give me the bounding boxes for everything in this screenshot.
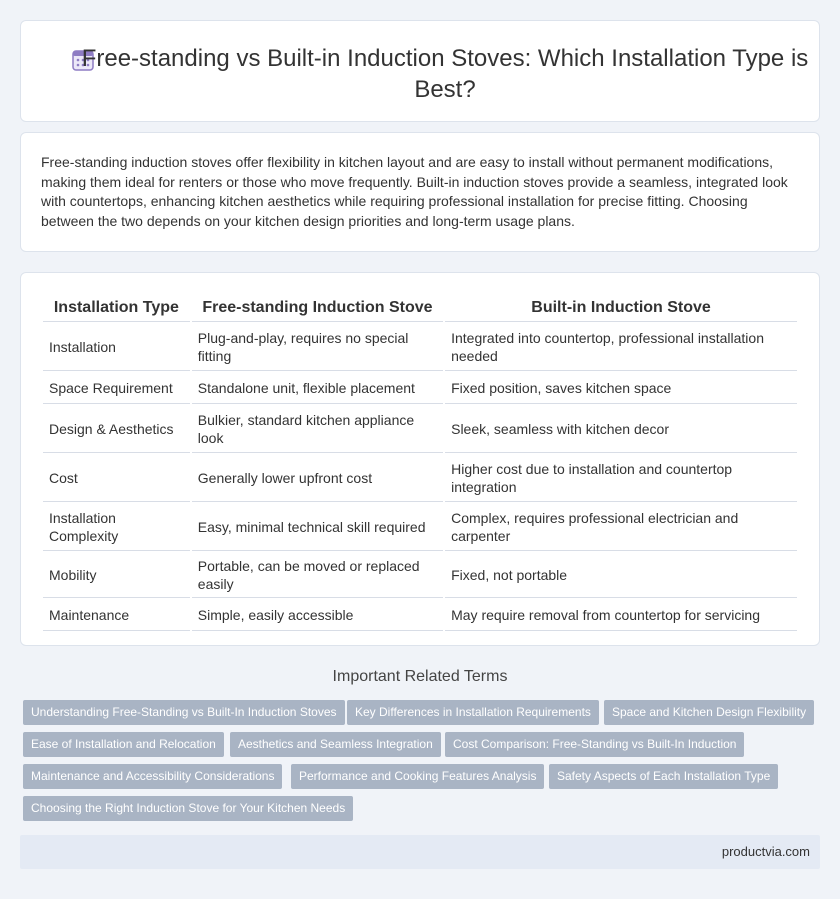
title-card	[20, 20, 820, 122]
table-cell: Plug-and-play, requires no special fitting	[192, 324, 443, 371]
table-row	[43, 504, 797, 551]
column-header: Free-standing Induction Stove	[192, 295, 443, 322]
table-row	[43, 373, 797, 404]
related-term-tag[interactable]: Performance and Cooking Features Analysis	[291, 764, 544, 789]
related-terms-title: Important Related Terms	[332, 668, 508, 685]
table-cell: Fixed position, saves kitchen space	[445, 373, 797, 404]
table-cell: Higher cost due to installation and countertop integration	[445, 455, 797, 502]
table-cell: Installation Complexity	[43, 504, 190, 551]
related-term-tag[interactable]: Cost Comparison: Free-Standing vs Built-In Induction	[445, 732, 744, 757]
table-cell: Mobility	[43, 553, 190, 598]
related-term-tag[interactable]: Ease of Installation and Relocation	[23, 732, 224, 757]
footer-site-link[interactable]: productvia.com	[721, 844, 810, 859]
related-term-tag[interactable]: Space and Kitchen Design Flexibility	[604, 700, 814, 725]
comparison-table	[41, 293, 799, 633]
table-header-row	[43, 295, 797, 322]
table-cell: Sleek, seamless with kitchen decor	[445, 406, 797, 453]
table-cell: Integrated into countertop, professional installation needed	[445, 324, 797, 371]
table-row	[43, 553, 797, 598]
related-term-tag[interactable]: Aesthetics and Seamless Integration	[230, 732, 441, 757]
related-term-tag[interactable]: Understanding Free-Standing vs Built-In Induction Stoves	[23, 700, 345, 725]
table-cell: Space Requirement	[43, 373, 190, 404]
column-header: Built-in Induction Stove	[445, 295, 797, 322]
intro-card	[20, 132, 820, 252]
table-row	[43, 324, 797, 371]
table-cell: Easy, minimal technical skill required	[192, 504, 443, 551]
table-cell: Complex, requires professional electrician and carpenter	[445, 504, 797, 551]
footer	[20, 835, 820, 869]
table-row	[43, 406, 797, 453]
table-row	[43, 455, 797, 502]
table-cell: Bulkier, standard kitchen appliance look	[192, 406, 443, 453]
table-body	[43, 324, 797, 631]
table-cell: Generally lower upfront cost	[192, 455, 443, 502]
table-cell: Standalone unit, flexible placement	[192, 373, 443, 404]
table-cell: Simple, easily accessible	[192, 600, 443, 631]
intro-paragraph: Free-standing induction stoves offer flexibility in kitchen layout and are easy to install without permanent modifications, making them ideal for renters or those who move frequently. Built-in induction stoves provide a seamless, integrated look with countertops, enhancing kitchen aesthetics while requiring professional installation for precise fitting. Choosing between the two depends on your kitchen design priorities and long-term usage plans.	[41, 154, 788, 229]
table-cell: Maintenance	[43, 600, 190, 631]
related-term-tag[interactable]: Safety Aspects of Each Installation Type	[549, 764, 778, 789]
table-cell: Design & Aesthetics	[43, 406, 190, 453]
table-cell: May require removal from countertop for servicing	[445, 600, 797, 631]
table-cell: Installation	[43, 324, 190, 371]
related-term-tag[interactable]: Maintenance and Accessibility Considerations	[23, 764, 282, 789]
table-cell: Portable, can be moved or replaced easily	[192, 553, 443, 598]
comparison-card	[20, 272, 820, 646]
column-header: Installation Type	[43, 295, 190, 322]
table-row	[43, 600, 797, 631]
related-term-tag[interactable]: Key Differences in Installation Requirements	[347, 700, 599, 725]
table-cell: Cost	[43, 455, 190, 502]
table-cell: Fixed, not portable	[445, 553, 797, 598]
related-term-tag[interactable]: Choosing the Right Induction Stove for Your Kitchen Needs	[23, 796, 353, 821]
page-title: Free-standing vs Built-in Induction Stoves: Which Installation Type is Best?	[81, 45, 809, 103]
